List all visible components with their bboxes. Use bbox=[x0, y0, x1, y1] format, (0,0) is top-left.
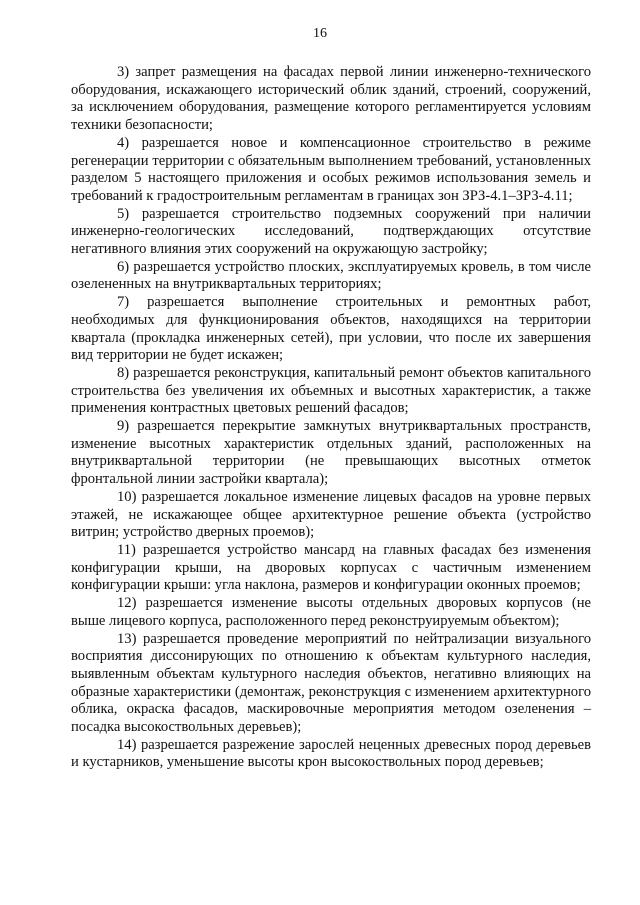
paragraph-3: 3) запрет размещения на фасадах первой линии инженерно-технического оборудования, искажающего исторический облик зданий, строений, сооружений, за исключением оборудования, размещение которого регламентируется условиям техники безопасности; bbox=[71, 64, 591, 134]
page-number: 16 bbox=[313, 26, 327, 41]
paragraph-6: 6) разрешается устройство плоских, эксплуатируемых кровель, в том числе озелененных на внутриквартальных территориях; bbox=[71, 258, 591, 293]
paragraph-11: 11) разрешается устройство мансард на главных фасадах без изменения конфигурации крыши, на дворовых корпусах с частичным изменением конфигурации крыши: угла наклона, размеров и конфигурации оконных проемов; bbox=[71, 541, 591, 594]
paragraph-12: 12) разрешается изменение высоты отдельных дворовых корпусов (не выше лицевого корпуса, расположенного перед реконструируемым объектом); bbox=[71, 595, 591, 629]
paragraph-8: 8) разрешается реконструкция, капитальный ремонт объектов капитального строительства без увеличения их объемных и высотных характеристик, а также применения контрастных цветовых решений фасадов; bbox=[71, 364, 591, 417]
paragraph-4: 4) разрешается новое и компенсационное строительство в режиме регенерации территории с обязательным выполнением требований, установленных разделом 5 настоящего приложения и особых режимов использования земель и требований к градостроительным регламентам в границах зон ЗРЗ-4.1–ЗРЗ-4.11; bbox=[71, 134, 591, 204]
paragraph-10: 10) разрешается локальное изменение лицевых фасадов на уровне первых этажей, не искажающее общее архитектурное решение объекта (устройство витрин; устройство дверных проемов); bbox=[71, 488, 591, 541]
paragraph-14: 14) разрешается разрежение зарослей неценных древесных пород деревьев и кустарников, уменьшение высоты крон высокоствольных пород деревьев; bbox=[71, 736, 591, 771]
paragraph-13: 13) разрешается проведение мероприятий по нейтрализации визуального восприятия диссонирующих по отношению к объектам культурного наследия, выявленным объектам культурного наследия объектов, негативно влияющих на образные характеристики (демонтаж, реконструкция с изменением архитектурного облика, окраска фасадов, маскировочные мероприятия методом озеленения – посадка высокоствольных деревьев); bbox=[71, 630, 591, 736]
document-body bbox=[71, 64, 591, 772]
paragraph-7: 7) разрешается выполнение строительных и ремонтных работ, необходимых для функционирования объектов, находящихся на территории квартала (прокладка инженерных сетей), при условии, что после их завершения вид территории не будет искажен; bbox=[71, 294, 591, 364]
paragraph-5: 5) разрешается строительство подземных сооружений при наличии инженерно-геологических исследований, подтверждающих отсутствие негативного влияния этих сооружений на окружающую застройку; bbox=[71, 205, 591, 258]
paragraph-9: 9) разрешается перекрытие замкнутых внутриквартальных пространств, изменение высотных характеристик отдельных зданий, расположенных на внутриквартальной территории (не превышающих высотных отметок фронтальной линии застройки квартала); bbox=[71, 418, 591, 488]
